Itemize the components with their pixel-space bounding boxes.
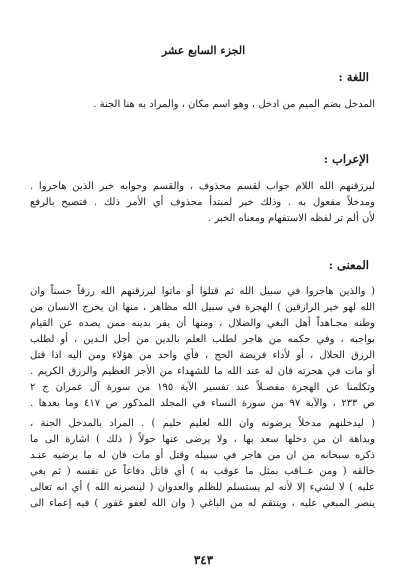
text-line: المدخل بضم الميم من ادخل ، وهو اسم مكان ، والمراد به هنا الجنة . [93,99,375,110]
text-line: أو مات في هجرته فان له عند الله ما للشهداء من الأجر العظيم والرزق الكريم . [30,366,375,377]
text-line: ( والذين هاجروا في سبيل الله ثم قتلوا أو ماتوا ليرزقنهم الله رزقاً حسناً وان [30,286,375,297]
irab-paragraph [30,179,375,227]
text-line: وتكلمنا عن الهجرة مفصـلاً عند تفسير الآية ١٩٥ من سورة آل عمران ج ٢ [30,382,375,393]
text-line: ص ٢٣٣ ، والآية ٩٧ من سورة النساء في المجلد المذكور ص ٤١٧ وما بعدها . [30,398,375,409]
text-line: ومدخلاً مفعول به . وذلك خبر لمبتدأ محذوف أي الأمر ذلك . فتصبح بالرفع [30,197,375,208]
section-heading-mana: المعنى : [328,258,369,272]
text-line: بواجبه ، وفي حكمه من هاجر لطلب العلم بالدين من أجل الـدين ، أو لطلب [30,334,375,345]
running-header: الجزء السابع عشر [161,44,246,57]
text-line: ذكره سبحانه من ان من هاجر في سبيله وقتل أو مات فان له ما يرضيه عنـد [30,450,375,461]
section-heading-lugha: اللغة : [338,70,369,84]
text-line: وطنه مجـاهداً أهل البغي والضلال ، ومنها أن يفر بدينه ممن يصده عن القيام [30,318,375,329]
text-line: لأن ألم تر لفظه الاستفهام ومعناه الخبر . [208,213,375,224]
page-number: ٣٤٣ [193,553,214,567]
mana-paragraph-2 [30,416,375,512]
text-line: عليه ) لا لشيء إلا لأنه لم يستسلم للظلم والعدوان ( لينصرنه الله ) أي انه تعالى [30,482,375,493]
text-line: خالقه ( ومن عــاقب بمثل ما عوقب به ) أي قاتل دفاعاً عن نفسه ( ثم بغي [30,466,375,477]
text-line: وبداهة ان من دخلها سعد بها ، ولا يرضى عنها حولاً ( ذلك ) اشارة الى ما [30,434,375,445]
text-line: الله لهو خير الرازقين ) الهجرة في سبيل الله مظاهر ، منها ان يخرج الانسان من [30,302,375,313]
text-line: ينصر المبغي عليه ، وينتقم له من الباغي ( وان الله لعفو غفور ) فيه إعماء الى [30,498,375,509]
lugha-paragraph [30,97,375,113]
text-line: ليرزقنهم الله اللام جواب لقسم محذوف ، والقسم وجوابه خبر الذين هاجروا . [30,181,375,192]
mana-paragraph-1 [30,284,375,412]
text-line: ( ليدخلنهم مدخلاً يرضونه وان الله لعليم حليم ) . المراد بالمدخل الجنة ، [30,418,375,429]
section-heading-irab: الإعراب : [323,152,369,166]
text-line: الرزق الحلال ، أو لأداء فريضة الحج ، فأي واحد من هؤلاء ومن اليه اذا قتل [30,350,375,361]
